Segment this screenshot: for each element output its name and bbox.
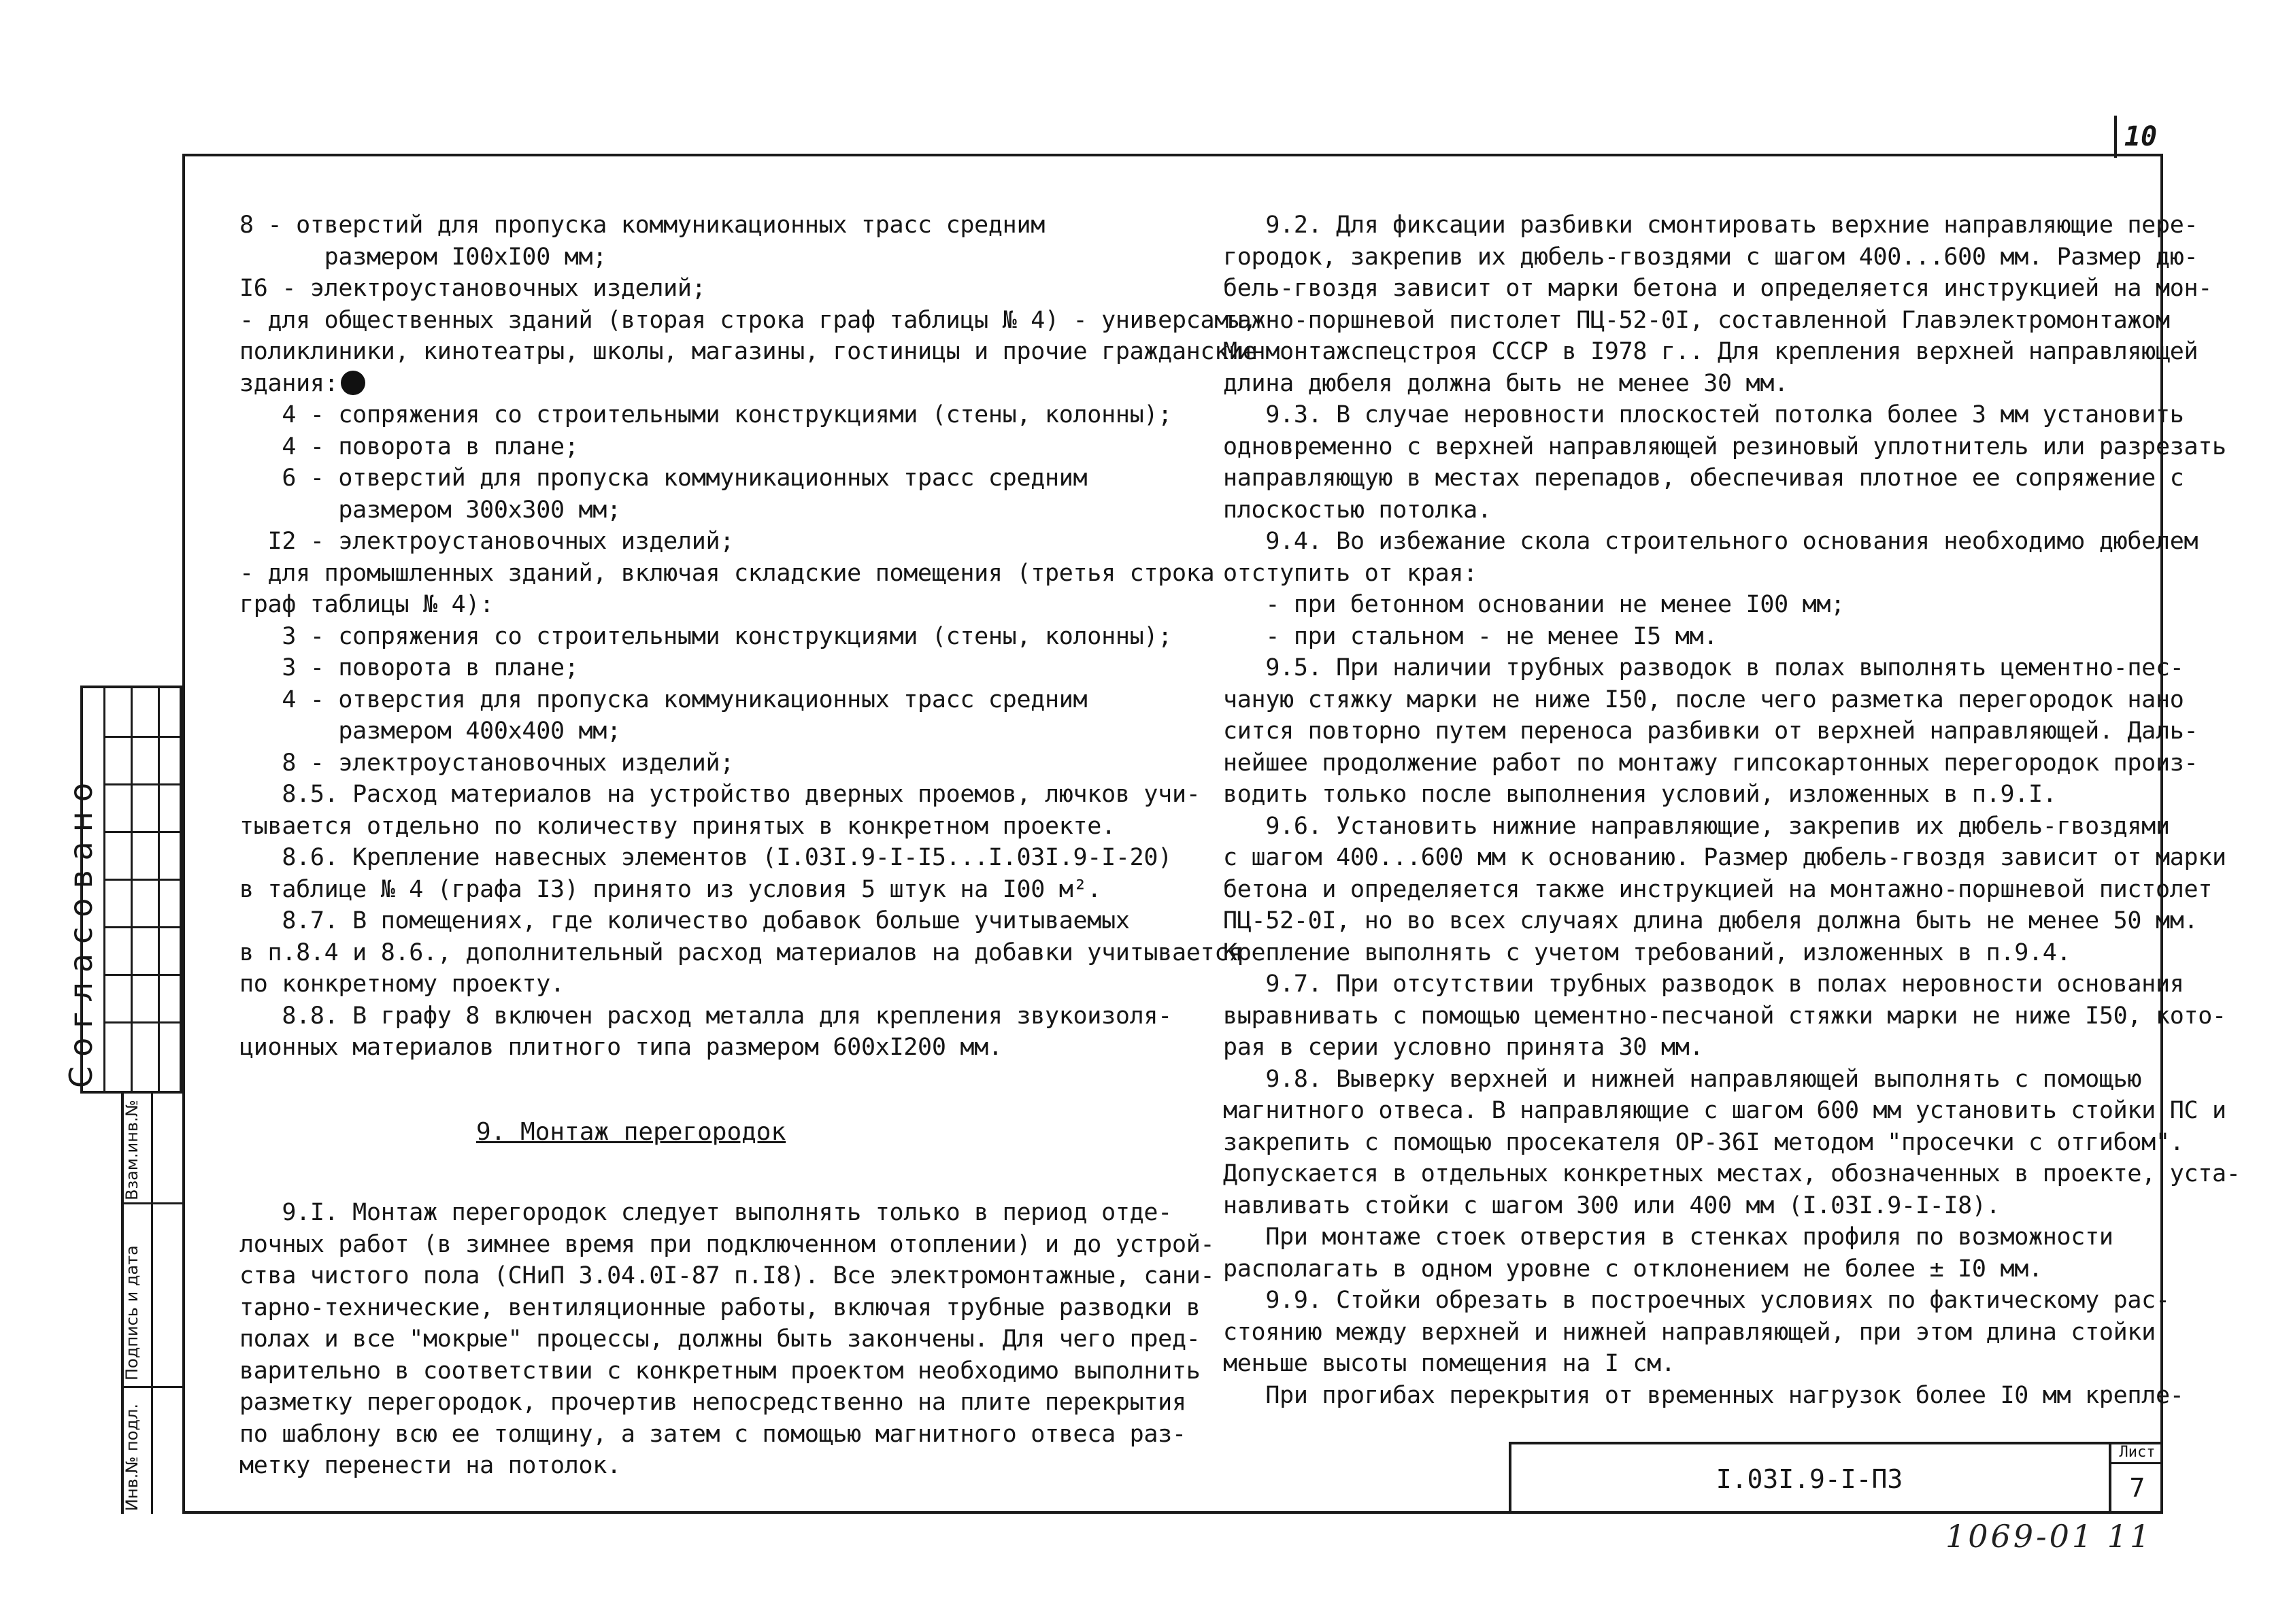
text-line: 8.8. В графу 8 включен расход металла для крепления звукоизоля-	[239, 1002, 1172, 1030]
left-column	[239, 209, 1257, 1064]
text-line: - при бетонном основании не менее I00 мм;	[1223, 591, 1845, 618]
bullet-mark	[341, 371, 365, 395]
sign-date-label: Подпись и дата	[122, 1245, 141, 1381]
text-line: 9.4. Во избежание скола строительного основания необходимо дюбелем	[1223, 528, 2198, 555]
text-line: закрепить с помощью просекателя ОР-36I методом "просечки с отгибом".	[1223, 1128, 2184, 1156]
text-line: - при стальном - не менее I5 мм.	[1223, 622, 1718, 650]
text-line: в таблице № 4 (графа I3) принято из условия 5 штук на I00 м².	[239, 875, 1102, 903]
text-line: ПЦ-52-0I, но во всех случаях длина дюбеля должна быть не менее 50 мм.	[1223, 907, 2198, 934]
text-line: 9.I. Монтаж перегородок следует выполнять только в период отде-	[239, 1199, 1172, 1226]
text-line: направляющую в местах перепадов, обеспечивая плотное ее сопряжение с	[1223, 464, 2184, 492]
text-line: поликлиники, кинотеатры, школы, магазины, гостиницы и прочие гражданские	[239, 338, 1257, 365]
text-line: рая в серии условно принята 30 мм.	[1223, 1034, 1704, 1061]
text-line: ства чистого пола (СНиП 3.04.0I-87 п.I8). Все электромонтажные, сани-	[239, 1262, 1215, 1289]
paragraph-9-1	[239, 1197, 1214, 1482]
text-line: 4 - отверстия для пропуска коммуникационных трасс средним	[239, 686, 1088, 713]
text-line: здания:	[239, 368, 1257, 400]
text-line: 8 - отверстий для пропуска коммуникационных трасс средним	[239, 212, 1045, 239]
text-line: 9.3. В случае неровности плоскостей потолка более 3 мм установить	[1223, 401, 2184, 428]
text-line: При прогибах перекрытия от временных нагрузок более I0 мм крепле-	[1223, 1381, 2184, 1409]
text-line: бетона и определяется также инструкцией на монтажно-поршневой пистолет	[1223, 875, 2213, 903]
text-line: 8 - электроустановочных изделий;	[239, 749, 735, 777]
text-line: Крепление выполнять с учетом требований, изложенных в п.9.4.	[1223, 938, 2071, 966]
text-line: бель-гвоздя зависит от марки бетона и определяется инструкцией на мон-	[1223, 275, 2213, 302]
text-line: 8.5. Расход материалов на устройство дверных проемов, лючков учи-	[239, 781, 1201, 808]
sheet-label: Лист	[2111, 1443, 2163, 1464]
text-line: метку перенести на потолок.	[239, 1452, 621, 1479]
text-line: размером 300х300 мм;	[239, 496, 621, 524]
inv-orig-label: Инв.№ подл.	[122, 1404, 141, 1511]
text-line: полах и все "мокрые" процессы, должны быть закончены. Для чего пред-	[239, 1325, 1201, 1353]
document-code: I.03I.9-I-ПЗ	[1716, 1464, 1903, 1494]
text-line: выравнивать с помощью цементно-песчаной стяжки марки не ниже I50, кото-	[1223, 1002, 2226, 1030]
text-line: ционных материалов плитного типа размером 600хI200 мм.	[239, 1034, 1003, 1061]
text-line: меньше высоты помещения на I см.	[1223, 1350, 1675, 1377]
text-line: тарно-технические, вентиляционные работы, включая трубные разводки в	[239, 1293, 1201, 1321]
text-line: Допускается в отдельных конкретных местах, обозначенных в проекте, уста-	[1223, 1160, 2241, 1187]
text-line: 8.6. Крепление навесных элементов (I.03I.9-I-I5...I.03I.9-I-20)	[239, 844, 1172, 871]
text-line: 4 - сопряжения со строительными конструкциями (стены, колонны);	[239, 401, 1172, 428]
handwritten-number: 1069-01 11	[1945, 1518, 2153, 1555]
text-line: с шагом 400...600 мм к основанию. Размер дюбель-гвоздя зависит от марки	[1223, 844, 2226, 871]
text-line: стоянию между верхней и нижней направляющей, при этом длина стойки	[1223, 1318, 2156, 1346]
text-line: размером I00хI00 мм;	[239, 243, 607, 271]
text-line: магнитного отвеса. В направляющие с шагом 600 мм установить стойки ПС и	[1223, 1097, 2226, 1124]
text-line: 3 - сопряжения со строительными конструкциями (стены, колонны);	[239, 622, 1172, 650]
text-line: 3 - поворота в плане;	[239, 654, 579, 681]
text-line: При монтаже стоек отверстия в стенках профиля по возможности	[1223, 1223, 2113, 1251]
text-line: варительно в соответствии с конкретным проектом необходимо выполнить	[239, 1357, 1201, 1385]
text-line: I6 - электроустановочных изделий;	[239, 275, 706, 302]
text-line: лочных работ (в зимнее время при подключенном отоплении) и до устрой-	[239, 1230, 1215, 1258]
text-line: 9.7. При отсутствии трубных разводок в полах неровности основания	[1223, 970, 2184, 998]
text-line: нейшее продолжение работ по монтажу гипсокартонных перегородок произ-	[1223, 749, 2198, 777]
top-page-number: 10	[2114, 116, 2164, 158]
text-line: 8.7. В помещениях, где количество добавок больше учитываемых	[239, 907, 1130, 934]
text-line: в п.8.4 и 8.6., дополнительный расход материалов на добавки учитывается	[239, 938, 1243, 966]
text-line: граф таблицы № 4):	[239, 591, 494, 618]
text-line: располагать в одном уровне с отклонением не более ± I0 мм.	[1223, 1255, 2043, 1283]
sheet-number: 7	[2129, 1473, 2145, 1503]
text-line: тажно-поршневой пистолет ПЦ-52-0I, составленной Главэлектромонтажом	[1223, 306, 2170, 334]
text-line: городок, закрепив их дюбель-гвоздями с шагом 400...600 мм. Размер дю-	[1223, 243, 2198, 271]
replace-inv-label: Взам.инв.№	[122, 1100, 141, 1200]
text-line: отступить от края:	[1223, 559, 1477, 587]
text-line: Минмонтажспецстроя СССР в I978 г.. Для крепления верхней направляющей	[1223, 338, 2198, 365]
text-line: чаную стяжку марки не ниже I50, после чего разметка перегородок нано	[1223, 686, 2184, 713]
text-line: - для общественных зданий (вторая строка граф таблицы № 4) - универсамы,	[239, 306, 1257, 334]
text-line: длина дюбеля должна быть не менее 30 мм.	[1223, 369, 1788, 397]
text-line: 4 - поворота в плане;	[239, 433, 579, 460]
text-line: разметку перегородок, прочертив непосредственно на плите перекрытия	[239, 1389, 1186, 1416]
text-line: тывается отдельно по количеству принятых в конкретном проекте.	[239, 812, 1116, 840]
text-line: I2 - электроустановочных изделий;	[239, 528, 735, 555]
text-line: 6 - отверстий для пропуска коммуникационных трасс средним	[239, 464, 1088, 492]
text-line: 9.9. Стойки обрезать в построечных условиях по фактическому рас-	[1223, 1287, 2170, 1314]
text-line: - для промышленных зданий, включая складские помещения (третья строка	[239, 559, 1215, 587]
text-line: по конкретному проекту.	[239, 970, 565, 998]
text-line: одновременно с верхней направляющей резиновый уплотнитель или разрезать	[1223, 433, 2226, 460]
text-line: сится повторно путем переноса разбивки от верхней направляющей. Даль-	[1223, 717, 2198, 745]
text-line: навливать стойки с шагом 300 или 400 мм (I.03I.9-I-I8).	[1223, 1191, 2001, 1219]
text-line: размером 400х400 мм;	[239, 717, 621, 745]
text-line: 9.5. При наличии трубных разводок в полах выполнять цементно-пес-	[1223, 654, 2184, 681]
right-column	[1223, 209, 2241, 1411]
text-line: 9.6. Установить нижние направляющие, закрепив их дюбель-гвоздями	[1223, 812, 2170, 840]
agreed-label: Согласовано	[63, 773, 99, 1088]
text-line: водить только после выполнения условий, изложенных в п.9.I.	[1223, 781, 2057, 808]
text-line: плоскостью потолка.	[1223, 496, 1492, 524]
text-line: 9.8. Выверку верхней и нижней направляющей выполнять с помощью	[1223, 1065, 2142, 1093]
text-line: по шаблону всю ее толщину, а затем с помощью магнитного отвеса раз-	[239, 1420, 1186, 1448]
section-heading: 9. Монтаж перегородок	[476, 1118, 786, 1146]
text-line: 9.2. Для фиксации разбивки смонтировать верхние направляющие пере-	[1223, 212, 2198, 239]
